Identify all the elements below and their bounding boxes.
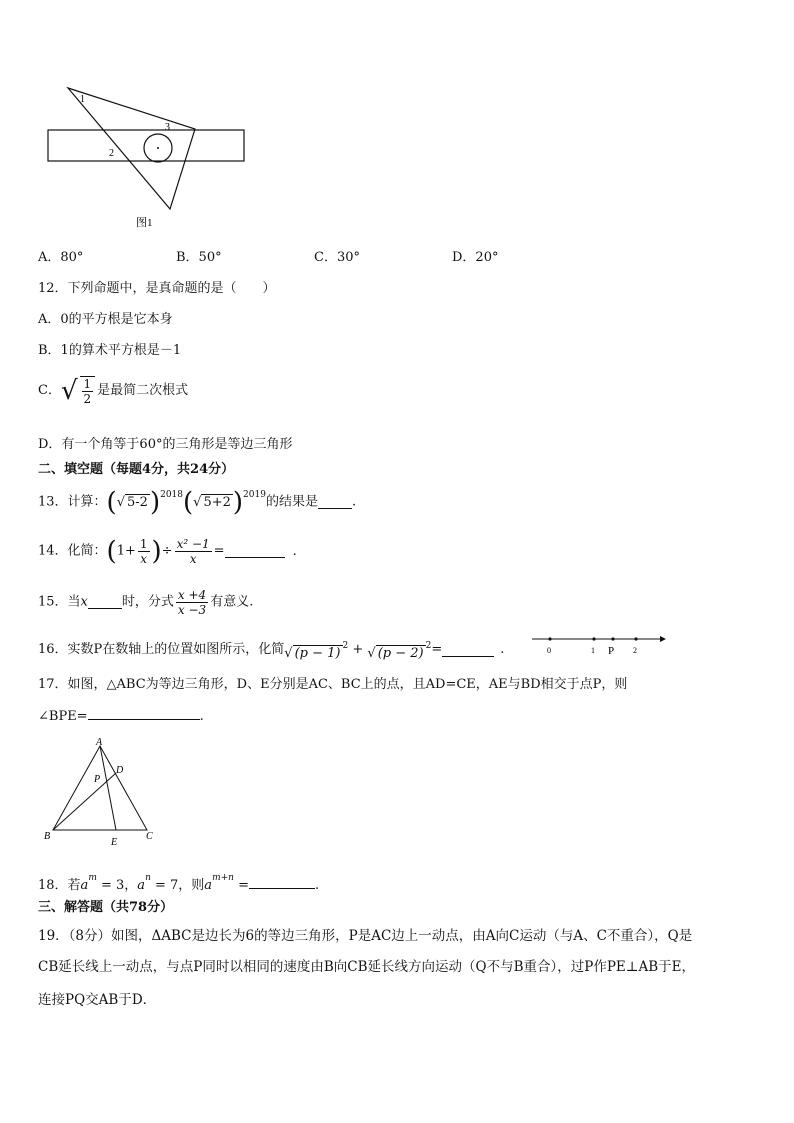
q12-stem: 12．下列命题中，是真命题的是（ ） bbox=[38, 281, 276, 296]
label-d: D bbox=[116, 765, 124, 776]
section-2-header: 二、填空题（每题4分，共24分） bbox=[38, 462, 235, 477]
q15 bbox=[38, 588, 253, 624]
q12-option-a[interactable]: A．0的平方根是它本身 bbox=[38, 312, 173, 327]
q18-a1: a bbox=[80, 878, 89, 893]
angle-label-2: 2 bbox=[109, 148, 114, 159]
q14-div: ÷ bbox=[161, 543, 173, 559]
q15-frac bbox=[176, 588, 208, 617]
label-p: P bbox=[94, 774, 101, 785]
angle-label-3: 3 bbox=[165, 122, 170, 133]
q14-prefix: 14．化简： bbox=[38, 543, 107, 559]
q12-c-fraction bbox=[80, 376, 96, 406]
label-e: E bbox=[111, 837, 118, 848]
q12-c-den: 2 bbox=[83, 392, 92, 406]
q19-line3: 连接PQ交AB于D． bbox=[38, 992, 157, 1008]
q12-c-suffix: 是最简二次根式 bbox=[97, 383, 189, 398]
q15-prefix: 15．当 bbox=[38, 594, 81, 610]
tick-2-dot bbox=[634, 637, 637, 640]
tick-1-label: 1 bbox=[591, 646, 595, 655]
q15-num: x +4 bbox=[177, 588, 207, 602]
q14-frac1 bbox=[138, 537, 150, 566]
section-3-header: 三、解答题（共78分） bbox=[38, 900, 174, 915]
q16-rad1: (p − 1) bbox=[294, 646, 341, 661]
q14-frac2-num: x² −1 bbox=[176, 537, 210, 551]
circle-center bbox=[157, 147, 159, 149]
q13-base2: 5+2 bbox=[203, 495, 231, 510]
q13-prefix: 13．计算： bbox=[38, 494, 107, 510]
q17-answer-blank[interactable] bbox=[88, 707, 200, 720]
label-c: C bbox=[146, 831, 153, 842]
segment-ae bbox=[100, 746, 116, 830]
q13-base1: 5-2 bbox=[127, 495, 148, 510]
q18: 18．若$a^m = 3$，$a^n = 7$，则$a^{m+n}$ = . bbox=[38, 873, 320, 893]
q13-exp1: 2018 bbox=[160, 490, 183, 500]
label-a: A bbox=[96, 737, 103, 748]
q13-suffix: 的结果是 bbox=[265, 494, 318, 510]
paren-close: ) bbox=[232, 487, 244, 518]
triangle-shape bbox=[68, 88, 195, 209]
arrow-icon bbox=[660, 636, 666, 642]
q14-frac2 bbox=[175, 537, 212, 566]
tick-p-dot bbox=[611, 637, 614, 640]
label-b: B bbox=[44, 831, 51, 842]
q11-option-a[interactable]: A．80° bbox=[38, 250, 84, 265]
q12-c-num: 1 bbox=[83, 377, 92, 391]
q17-line2: ∠BPE= . bbox=[38, 709, 204, 724]
q12-c-prefix: C． bbox=[38, 383, 61, 398]
q13-answer-blank[interactable] bbox=[318, 496, 352, 509]
q14-frac1-den: x bbox=[140, 552, 148, 566]
q18-m: m bbox=[88, 873, 97, 883]
q17-prefix: ∠BPE= bbox=[38, 709, 88, 724]
q19-line1: 19．（8分）如图，ΔABC是边长为6的等边三角形，P是AC边上一动点，由A向C运动（与A、C不重合），Q是 bbox=[38, 928, 693, 944]
q13-exp2: 2019 bbox=[243, 490, 266, 500]
q16-rad2: (p − 2) bbox=[377, 646, 424, 661]
q16-answer-blank[interactable] bbox=[442, 644, 494, 657]
tick-1-dot bbox=[592, 637, 595, 640]
q15-mid: 时，分式 bbox=[121, 594, 174, 610]
q14-eq: = bbox=[213, 543, 225, 559]
q16: 16．实数P在数轴上的位置如图所示，化简√ (p − 1) $^2$ + √ (p − 2) $^2$= . bbox=[38, 641, 505, 661]
q18-n: n bbox=[145, 873, 151, 883]
q12-option-b[interactable]: B．1的算术平方根是－1 bbox=[38, 343, 182, 358]
q18-eq1: = 3， bbox=[96, 878, 138, 893]
paren-open: ( bbox=[183, 487, 194, 518]
ruler-rect bbox=[48, 130, 244, 161]
q18-eq3: = bbox=[233, 878, 249, 893]
q15-answer-blank[interactable] bbox=[88, 596, 122, 609]
q16-prefix: 16．实数P在数轴上的位置如图所示，化简 bbox=[38, 642, 285, 657]
tick-p-label: P bbox=[608, 645, 615, 657]
paren-close: ) bbox=[149, 487, 161, 518]
radical-sign: √ bbox=[60, 376, 78, 406]
figure-caption: 图1 bbox=[136, 217, 153, 229]
q18-a2: a bbox=[137, 878, 146, 893]
figure-triangle-abc bbox=[40, 735, 170, 850]
q18-a3: a bbox=[204, 878, 213, 893]
q15-suffix: 有意义. bbox=[210, 594, 254, 610]
q18-prefix: 18．若 bbox=[38, 878, 81, 893]
paren-open: ( bbox=[106, 487, 117, 518]
q16-eq: = bbox=[431, 642, 443, 657]
q14-one-plus: 1+ bbox=[116, 543, 136, 559]
angle-label-1: 1 bbox=[80, 94, 85, 105]
q14-frac1-num: 1 bbox=[139, 537, 148, 551]
tick-0-dot bbox=[548, 637, 551, 640]
q12-option-d[interactable]: D．有一个角等于60°的三角形是等边三角形 bbox=[38, 437, 293, 452]
q11-option-b[interactable]: B．50° bbox=[176, 250, 222, 265]
tick-0-label: 0 bbox=[547, 646, 551, 655]
q14-frac2-den: x bbox=[189, 552, 197, 566]
q11-option-d[interactable]: D．20° bbox=[452, 250, 499, 265]
number-line bbox=[528, 630, 668, 660]
q15-var: x bbox=[80, 594, 88, 610]
q17-line1: 17．如图，△ABC为等边三角形，D、E分别是AC、BC上的点，且AD=CE，AE与BD相交于点P，则 bbox=[38, 677, 628, 692]
q14: 14．化简：(1+ $\frac{1}{x}$ )÷ $\frac{\text{x² −1}}{x}$ = . bbox=[38, 536, 297, 567]
q18-eq2: = 7，则 bbox=[150, 878, 205, 893]
q13: 13．计算：(√ 5-2)$^{2018}$(√ 5+2)$^{2019}$的结果是 . bbox=[38, 487, 357, 518]
paren-open: ( bbox=[106, 536, 117, 567]
q19-line2: CB延长线上一动点，与点P同时以相同的速度由B向CB延长线方向运动（Q不与B重合），过P作PE⊥AB于E， bbox=[38, 959, 695, 975]
q15-den: x −3 bbox=[177, 603, 207, 617]
q12-option-c[interactable] bbox=[38, 376, 188, 420]
figure-1 bbox=[40, 80, 260, 240]
q18-mn: m+n bbox=[212, 873, 234, 883]
paren-close: ) bbox=[151, 536, 162, 567]
tick-2-label: 2 bbox=[633, 646, 637, 655]
q14-answer-blank[interactable] bbox=[225, 545, 285, 558]
q18-answer-blank[interactable] bbox=[249, 876, 315, 889]
q11-option-c[interactable]: C．30° bbox=[314, 250, 360, 265]
